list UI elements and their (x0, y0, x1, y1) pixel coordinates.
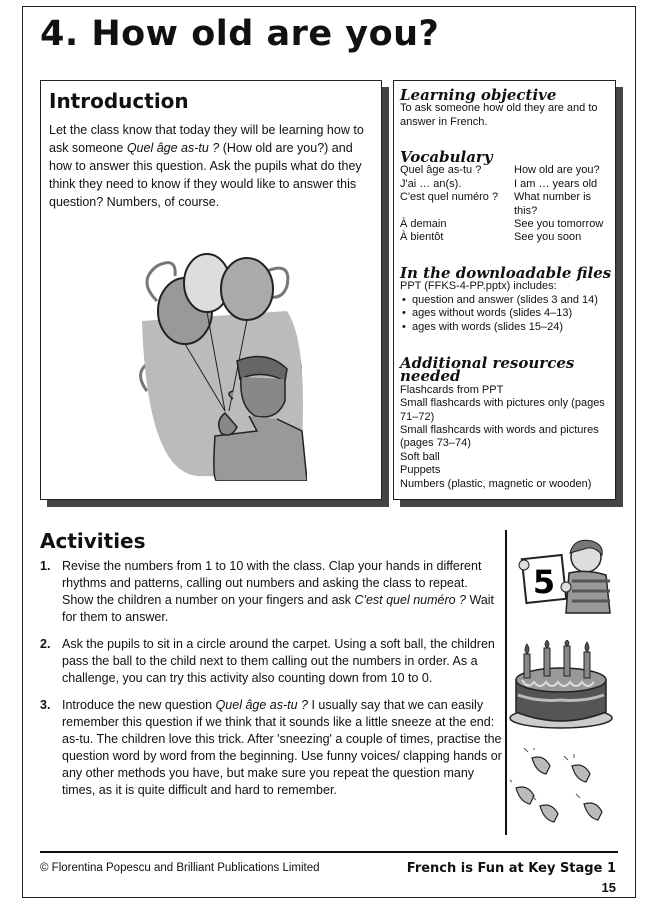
learning-objective-text: To ask someone how old they are and to answer in French. (400, 102, 598, 128)
activities-divider (505, 530, 507, 835)
vocabulary-section (400, 148, 612, 245)
vocabulary-heading: Vocabulary (400, 148, 493, 166)
resource-item: Flashcards from PPT (400, 383, 504, 396)
activity-item: 2. Ask the pupils to sit in a circle around the carpet. Using a soft ball, the children pass the ball to the child next to them calling out the numbers in order. As a challenge, you can try this activity also counting down from 10 to 0. (40, 637, 495, 685)
files-intro: PPT (FFKS-4-PP.pptx) includes: (400, 280, 557, 293)
clapping-hands-illustration (510, 748, 614, 832)
lesson-info-box (393, 80, 616, 500)
footer-rule (40, 851, 618, 853)
resource-item: Small flashcards with words and pictures (pages 73–74) (400, 424, 599, 450)
vocab-row: Quel âge as-tu ? How old are you? (400, 164, 600, 177)
number-card-text: 5 (532, 563, 556, 601)
downloadable-files-section (400, 264, 612, 334)
activity-item: 3. Introduce the new question Quel âge as-tu ? I usually say that we can easily remember this question if we think that it sounds like a little sneeze at the end: as-tu. The children love this trick. After 'sneezing' a couple of times, practise the question word by word from the beginning. Use funny voices/ clapping hands or any other methods you have, but make sure you repeat the question many times, as it is quite difficult and hard to remember. (40, 698, 502, 797)
page-title: 4. How old are you? (40, 14, 440, 54)
resource-item: Numbers (plastic, magnetic or wooden) (400, 477, 592, 490)
additional-resources-heading: Additional resources needed (400, 354, 575, 386)
downloadable-files-heading: In the downloadable files (400, 264, 612, 282)
boy-with-balloons-illustration (137, 241, 307, 481)
series-title: French is Fun at Key Stage 1 (406, 861, 616, 876)
additional-resources-section (400, 354, 612, 491)
copyright-text: © Florentina Popescu and Brilliant Publications Limited (40, 862, 320, 874)
vocab-row: C'est quel numéro ? What number is this? (400, 191, 592, 217)
introduction-text: Let the class know that today they will be learning how to ask someone Quel âge as-tu ? (How old are you?) and how to answer this question. Ask the pupils what do they think they need to know if they would like to answer this question? Numbers, of course. (49, 123, 364, 209)
birthday-cake-illustration (508, 640, 614, 730)
learning-objective-heading: Learning objective (400, 86, 557, 104)
activity-item: 1. Revise the numbers from 1 to 10 with the class. Clap your hands in different rhythms and patterns, calling out numbers and asking the class to repeat. Show the children a number on your fingers and ask C'est quel numéro ? Wait for them to answer. (40, 559, 495, 624)
file-item: • ages with words (slides 15–24) (400, 321, 612, 334)
resource-item: Puppets (400, 464, 441, 477)
file-item: • ages without words (slides 4–13) (400, 307, 612, 320)
file-item: • question and answer (slides 3 and 14) (400, 294, 612, 307)
page-number: 15 (601, 880, 616, 895)
learning-objective-section (400, 86, 612, 129)
activities-list (40, 558, 502, 809)
vocab-row: À demain See you tomorrow (400, 218, 604, 231)
activities-heading: Activities (40, 529, 146, 553)
vocab-row: J'ai … an(s). I am … years old (400, 177, 598, 190)
introduction-box (40, 80, 382, 500)
resource-item: Soft ball (400, 450, 440, 463)
vocab-row: À bientôt See you soon (400, 231, 582, 244)
introduction-heading: Introduction (49, 89, 189, 113)
child-holding-number-card-illustration (514, 535, 616, 615)
resource-item: Small flashcards with pictures only (pages 71–72) (400, 397, 605, 423)
